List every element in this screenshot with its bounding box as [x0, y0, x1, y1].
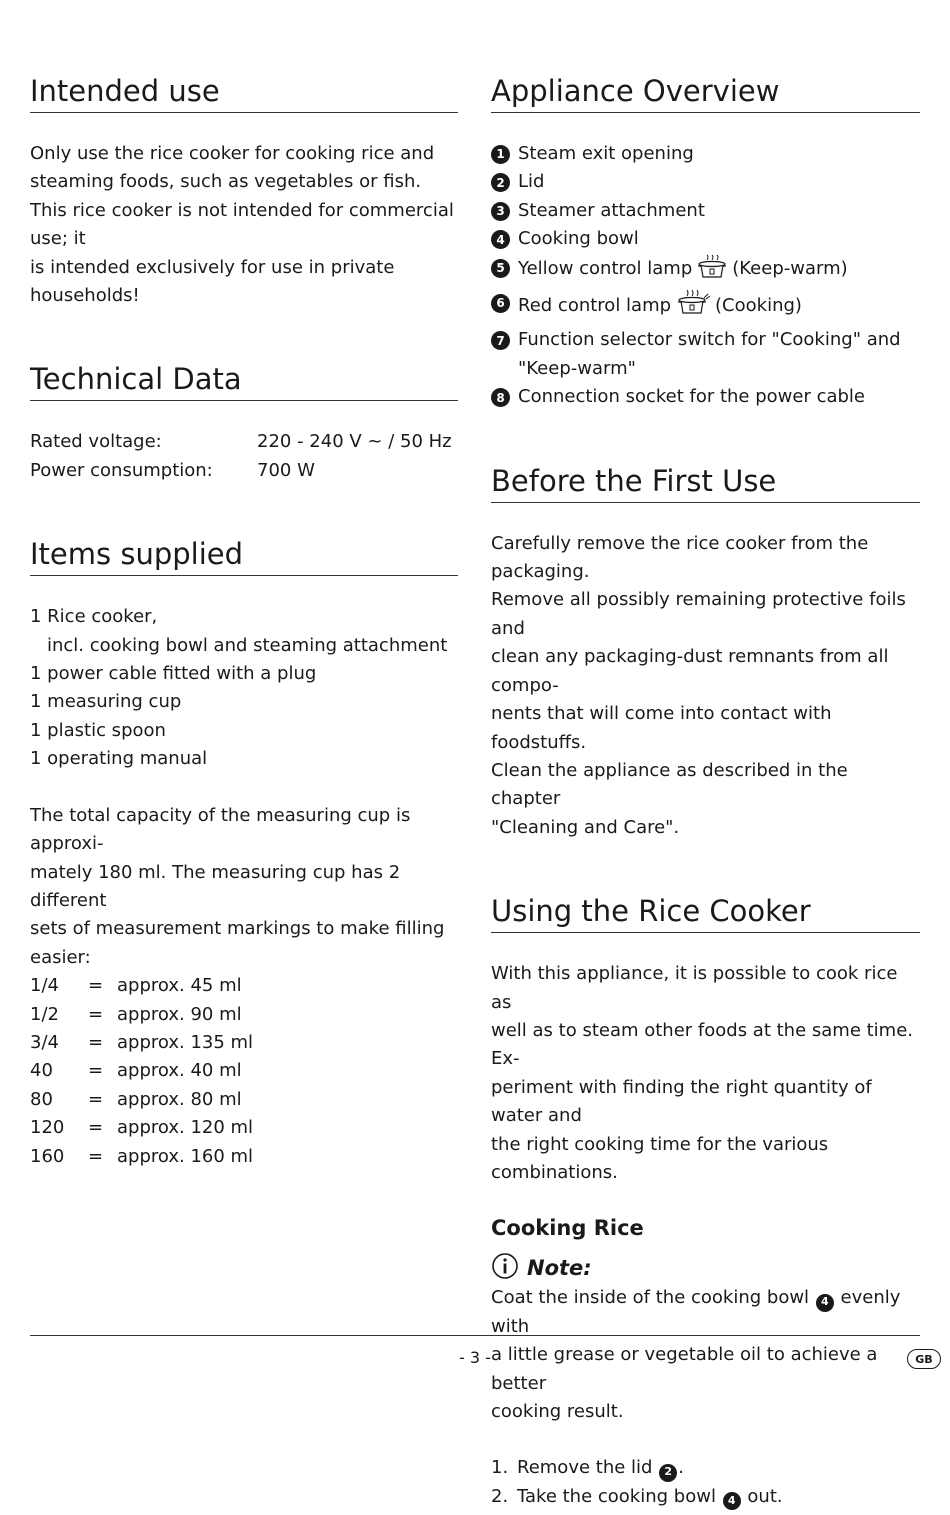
items-supplied-heading: Items supplied — [30, 535, 458, 576]
using-line: the right cooking time for the various combinations. — [491, 1133, 829, 1183]
marking-mark: 80 — [30, 1088, 53, 1110]
using-line: periment with finding the right quantity of water and — [491, 1076, 872, 1127]
marking-row — [30, 1029, 458, 1057]
marking-eq: = — [88, 1117, 104, 1139]
marking-value: approx. 90 ml — [117, 1003, 242, 1025]
right-column — [491, 72, 920, 1511]
number-badge-icon: 2 — [659, 1464, 677, 1482]
note-text: Coat the inside of the cooking bowl — [491, 1287, 810, 1309]
note-line: cooking result. — [491, 1401, 624, 1422]
supplied-item: 1 plastic spoon — [30, 719, 166, 741]
number-badge-icon: 4 — [723, 1492, 741, 1510]
tech-row — [30, 457, 458, 485]
overview-item — [491, 225, 920, 253]
intended-use-line: Only use the rice cooker for cooking rice and — [30, 143, 435, 164]
marking-mark: 1/2 — [30, 1003, 59, 1025]
marking-eq: = — [88, 1088, 104, 1110]
overview-text: Steamer attachment — [518, 199, 705, 221]
step-after: out. — [747, 1485, 783, 1507]
marking-eq: = — [88, 1145, 104, 1167]
step-after: . — [678, 1457, 684, 1479]
capacity-line: sets of measurement markings to make filling easier: — [30, 918, 445, 968]
note-line: a little grease or vegetable oil to achieve a better — [491, 1344, 878, 1394]
intended-use-line: is intended exclusively for use in private households! — [30, 256, 395, 307]
section-using-rice-cooker — [491, 892, 920, 1511]
number-badge-icon: 7 — [491, 331, 510, 350]
overview-text: Steam exit opening — [518, 143, 694, 164]
overview-item — [491, 383, 920, 411]
intended-use-line: steaming foods, such as vegetables or fish. — [30, 171, 422, 193]
tech-label: Power consumption: — [30, 459, 213, 481]
marking-row — [30, 1057, 458, 1085]
section-items-supplied — [30, 535, 458, 1171]
overview-item — [491, 197, 920, 225]
section-intended-use — [30, 72, 458, 310]
number-badge-icon: 4 — [491, 230, 510, 249]
section-before-first-use — [491, 462, 920, 842]
tech-label: Rated voltage: — [30, 431, 162, 453]
number-badge-icon: 6 — [491, 294, 510, 313]
before-first-use-line: Clean the appliance as described in the chapter — [491, 759, 848, 810]
intended-use-heading: Intended use — [30, 72, 458, 113]
marking-mark: 3/4 — [30, 1031, 59, 1053]
before-first-use-heading: Before the First Use — [491, 462, 920, 503]
number-badge-icon: 3 — [491, 202, 510, 221]
info-icon — [491, 1252, 519, 1284]
language-badge: GB — [907, 1349, 941, 1369]
overview-text: "Keep-warm" — [518, 357, 636, 379]
section-appliance-overview — [491, 72, 920, 412]
footer-divider — [30, 1335, 920, 1336]
step-item — [491, 1483, 920, 1511]
overview-item — [491, 289, 920, 326]
number-badge-icon: 8 — [491, 388, 510, 407]
overview-item — [491, 254, 920, 289]
marking-value: approx. 120 ml — [117, 1117, 254, 1139]
section-technical-data — [30, 360, 458, 485]
supplied-item: incl. cooking bowl and steaming attachment — [47, 634, 448, 656]
marking-mark: 160 — [30, 1145, 65, 1167]
marking-value: approx. 40 ml — [117, 1060, 242, 1082]
marking-mark: 120 — [30, 1117, 65, 1139]
overview-text: Cooking bowl — [518, 228, 639, 250]
marking-eq: = — [88, 1003, 104, 1025]
before-first-use-line: Remove all possibly remaining protective foils and — [491, 589, 906, 639]
marking-value: approx. 80 ml — [117, 1088, 242, 1110]
tech-value: 700 W — [257, 459, 315, 481]
marking-eq: = — [88, 975, 104, 997]
step-text: Take the cooking bowl — [517, 1485, 716, 1507]
overview-text: Yellow control lamp — [518, 257, 693, 279]
supplied-item: 1 Rice cooker, — [30, 606, 158, 628]
before-first-use-line: clean any packaging-dust remnants from all compo- — [491, 646, 889, 696]
overview-suffix: (Cooking) — [715, 295, 802, 317]
cooking-rice-subheading: Cooking Rice — [491, 1216, 644, 1241]
overview-text: Red control lamp — [518, 295, 672, 317]
number-badge-icon: 1 — [491, 145, 510, 164]
tech-row — [30, 428, 458, 456]
note-header — [491, 1252, 920, 1284]
number-badge-icon: 5 — [491, 259, 510, 278]
step-text: Remove the lid — [517, 1457, 653, 1479]
capacity-line: The total capacity of the measuring cup is approxi- — [30, 804, 411, 855]
marking-mark: 40 — [30, 1060, 53, 1082]
before-first-use-line: nents that will come into contact with foodstuffs. — [491, 703, 832, 753]
intended-use-line: This rice cooker is not intended for commercial use; it — [30, 199, 454, 250]
using-line: well as to steam other foods at the same time. Ex- — [491, 1019, 913, 1070]
marking-row — [30, 1001, 458, 1029]
overview-text: Connection socket for the power cable — [518, 386, 866, 408]
overview-item — [491, 140, 920, 168]
using-heading: Using the Rice Cooker — [491, 892, 920, 933]
capacity-line: mately 180 ml. The measuring cup has 2 different — [30, 861, 401, 911]
supplied-item: 1 operating manual — [30, 748, 208, 770]
note-line — [491, 1284, 920, 1341]
note-title: Note: — [527, 1256, 592, 1281]
note-text: evenly with — [491, 1287, 901, 1337]
overview-text: Function selector switch for "Cooking" and — [518, 329, 901, 351]
overview-item — [491, 168, 920, 196]
number-badge-icon: 4 — [816, 1294, 834, 1312]
supplied-item: 1 power cable fitted with a plug — [30, 663, 317, 685]
marking-row — [30, 1114, 458, 1142]
marking-value: approx. 160 ml — [117, 1145, 254, 1167]
number-badge-icon: 2 — [491, 173, 510, 192]
marking-value: approx. 135 ml — [117, 1031, 254, 1053]
appliance-overview-heading: Appliance Overview — [491, 72, 920, 113]
supplied-item: 1 measuring cup — [30, 691, 182, 713]
marking-eq: = — [88, 1060, 104, 1082]
marking-value: approx. 45 ml — [117, 975, 242, 997]
marking-mark: 1/4 — [30, 975, 59, 997]
before-first-use-line: "Cleaning and Care". — [491, 816, 680, 838]
overview-text: Lid — [518, 171, 545, 193]
step-number: 2. — [491, 1485, 509, 1507]
marking-row — [30, 972, 458, 1000]
marking-row — [30, 1143, 458, 1171]
tech-value: 220 - 240 V ~ / 50 Hz — [257, 431, 452, 453]
cooking-pot-icon — [675, 289, 711, 326]
technical-data-heading: Technical Data — [30, 360, 458, 401]
overview-suffix: (Keep-warm) — [732, 257, 848, 279]
marking-row — [30, 1086, 458, 1114]
using-line: With this appliance, it is possible to cook rice as — [491, 963, 898, 1013]
before-first-use-line: Carefully remove the rice cooker from the packaging. — [491, 532, 869, 583]
keep-warm-pot-icon — [696, 254, 728, 289]
left-column — [30, 72, 458, 1171]
overview-item — [491, 326, 920, 383]
step-item — [491, 1454, 920, 1482]
step-number: 1. — [491, 1457, 509, 1479]
page-number: - 3 - — [459, 1348, 491, 1367]
marking-eq: = — [88, 1031, 104, 1053]
